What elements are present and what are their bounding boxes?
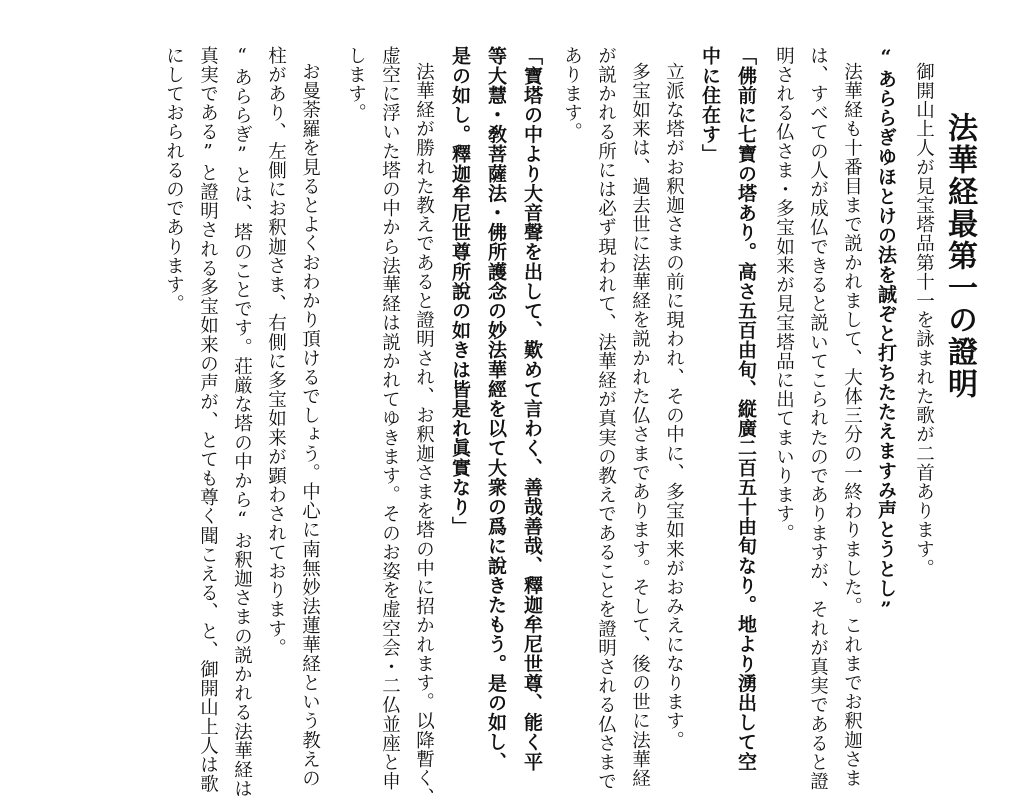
text-column: 御開山上人が見宝塔品第十一を詠まれた歌が二首あります。 (913, 62, 935, 578)
text-column: 明される仏さま・多宝如来が見宝塔品に出てまいります。 (773, 46, 795, 543)
text-column: 法華経も十番目まで説かれまして、大体三分の一終わりました。これまでお釈迦さま (841, 62, 863, 788)
text-column: は、すべての人が成仏できると説いてこられたのでありますが、それが真実であると證 (807, 46, 829, 791)
text-column: お曼荼羅を見るとよくおわかり頂けるでしょう。中心に南無妙法蓮華経という教えの (299, 62, 321, 788)
text-column: 真実である”と證明される多宝如来の声が、とても尊く聞こえる、と、御開山上人は歌 (197, 46, 219, 794)
text-column: 立派な塔がお釈迦さまの前に現われ、その中に、多宝如来がおみえになります。 (663, 62, 685, 750)
text-column: します。 (345, 46, 367, 123)
text-column: あります。 (561, 46, 583, 142)
scripture-quote: 等大慧・敎菩薩法・佛所護念の妙法華經を以て大衆の爲に說きたもう。是の如し、 (485, 46, 507, 772)
text-column: にしておられるのであります。 (163, 46, 185, 314)
scripture-quote: 是の如し。釋迦牟尼世尊所說の如きは皆是れ眞實なり」 (449, 46, 471, 536)
scripture-quote: 「佛前に七寶の塔あり。高さ五百由旬、縦廣二百五十由旬なり。地より湧出して空 (735, 46, 757, 772)
scripture-quote: 中に住在す」 (699, 46, 721, 164)
text-column: 法華経が勝れた教えであると證明され、お釈迦さまを塔の中に招かれます。以降暫く、 (413, 62, 435, 807)
poem-line: “あららぎゆほとけの法を誠ぞと打ちたたえますみ声とうとし” (875, 46, 897, 621)
text-column: 虚空に浮いた塔の中から法華経は説かれてゆきます。そのお姿を虚空会・二仏並座と申 (379, 46, 401, 791)
text-column: 柱があり、左側にお釈迦さま、右側に多宝如来が顕わされております。 (265, 46, 287, 658)
text-column: “あららぎ”とは、塔のことです。荘厳な塔の中から“お釈迦さまの説かれる法華経は (231, 46, 253, 799)
text-column: 多宝如来は、過去世に法華経を説かれた仏さまであります。そして、後の世に法華経 (629, 62, 651, 788)
scripture-quote: 「寶塔の中より大音聲を出して、歎めて言わく、善哉善哉、釋迦牟尼世尊、能く平 (521, 46, 543, 772)
document-title: 法華経最第一の證明 (942, 112, 977, 400)
text-column: が説かれる所には必ず現われて、法華経が真実の教えであることを證明される仏さまで (595, 46, 617, 791)
